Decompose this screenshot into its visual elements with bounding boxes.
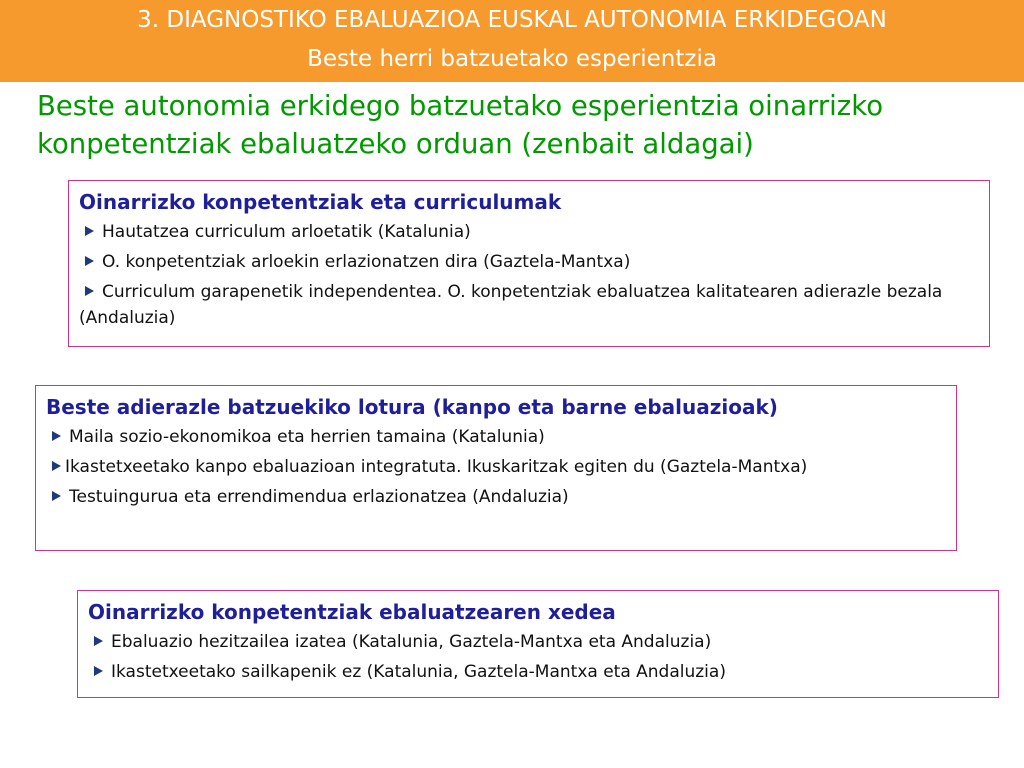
list-item — [88, 659, 988, 685]
triangle-bullet-icon — [94, 636, 103, 646]
box-title: Beste adierazle batzuekiko lotura (kanpo eta barne ebaluazioak) — [46, 395, 778, 419]
slide-title-line-1: Beste autonomia erkidego batzuetako esperientzia oinarrizko — [37, 90, 884, 122]
list-item — [88, 629, 988, 655]
triangle-bullet-icon — [52, 461, 61, 471]
list-item-text: Hautatzea curriculum arloetatik (Katalunia) — [102, 222, 471, 242]
triangle-bullet-icon — [94, 666, 103, 676]
list-item-text: Curriculum garapenetik independentea. O. konpetentziak ebaluatzea kalitatearen adierazle bezala (Andaluzia) — [79, 282, 943, 328]
list-item-text: Maila sozio-ekonomikoa eta herrien tamaina (Katalunia) — [69, 427, 545, 447]
slide-title-line-2: konpetentziak ebaluatzeko orduan (zenbait aldagai) — [37, 128, 754, 160]
header-banner — [0, 0, 1024, 82]
header-line-2: Beste herri batzuetako esperientzia — [307, 46, 717, 72]
header-line-1: 3. DIAGNOSTIKO EBALUAZIOA EUSKAL AUTONOMIA ERKIDEGOAN — [137, 7, 887, 33]
triangle-bullet-icon — [85, 226, 94, 236]
list-item — [79, 279, 979, 331]
triangle-bullet-icon — [85, 286, 94, 296]
slide-title — [37, 87, 1017, 163]
list-item — [46, 484, 946, 510]
triangle-bullet-icon — [52, 491, 61, 501]
list-item-text: Ikastetxeetako kanpo ebaluazioan integratuta. Ikuskaritzak egiten du (Gaztela-Mantxa) — [65, 457, 808, 477]
box-title: Oinarrizko konpetentziak ebaluatzearen xedea — [88, 600, 616, 624]
list-item-text: O. konpetentziak arloekin erlazionatzen dira (Gaztela-Mantxa) — [102, 252, 631, 272]
triangle-bullet-icon — [85, 256, 94, 266]
list-item-text: Ebaluazio hezitzailea izatea (Katalunia, Gaztela-Mantxa eta Andaluzia) — [111, 632, 712, 652]
list-item — [79, 249, 979, 275]
box-indicator-link — [35, 385, 957, 551]
list-item — [79, 219, 979, 245]
list-item — [46, 424, 946, 450]
box-title: Oinarrizko konpetentziak eta curriculumak — [79, 190, 562, 214]
list-item-text: Ikastetxeetako sailkapenik ez (Katalunia, Gaztela-Mantxa eta Andaluzia) — [111, 662, 726, 682]
triangle-bullet-icon — [52, 431, 61, 441]
list-item — [46, 454, 946, 480]
box-evaluation-purpose — [77, 590, 999, 698]
box-competences-curricula — [68, 180, 990, 347]
list-item-text: Testuingurua eta errendimendua erlazionatzea (Andaluzia) — [69, 487, 569, 507]
